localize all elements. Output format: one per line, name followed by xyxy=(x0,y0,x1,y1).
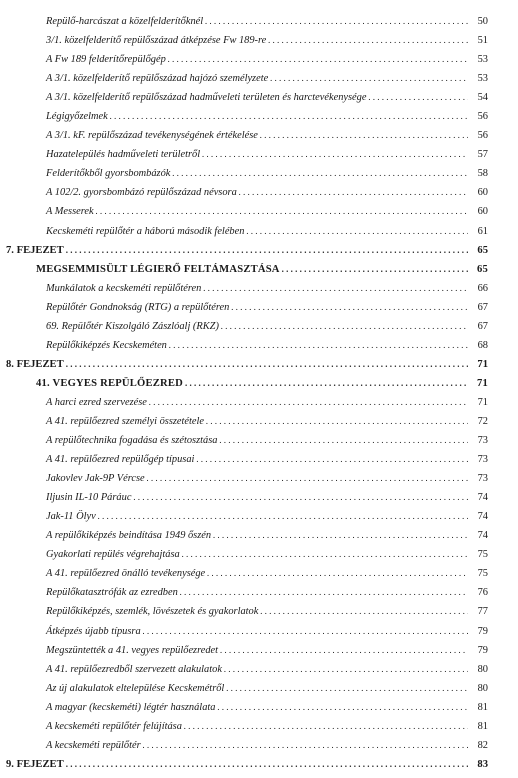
toc-page-number: 79 xyxy=(477,644,488,656)
toc-page-number: 79 xyxy=(477,625,488,637)
toc-entry-row xyxy=(0,302,518,321)
toc-entry-title: Az új alakulatok eltelepülése Kecskemétről xyxy=(46,682,225,694)
toc-entry-row xyxy=(0,435,518,454)
toc-entry-title: Gyakorlati repülés végrehajtása xyxy=(46,549,180,561)
dot-leader xyxy=(220,645,468,656)
toc-page-number: 74 xyxy=(477,492,488,504)
dot-leader xyxy=(147,473,468,484)
toc-entry-title: Repülőkiképzés Kecskeméten xyxy=(46,339,167,351)
toc-page-number: 81 xyxy=(477,720,488,732)
toc-entry-row xyxy=(0,226,518,245)
dot-leader xyxy=(133,492,468,503)
dot-leader xyxy=(260,130,468,141)
dot-leader xyxy=(270,73,468,84)
toc-page-number: 74 xyxy=(477,530,488,542)
toc-section-title: MEGSEMMISÜLT LÉGIERŐ FELTÁMASZTÁSA xyxy=(36,263,280,275)
toc-entry-row xyxy=(0,149,518,168)
toc-page-number: 74 xyxy=(477,511,488,523)
toc-entry-row xyxy=(0,35,518,54)
dot-leader xyxy=(207,568,468,579)
toc-entry-row xyxy=(0,321,518,340)
toc-entry-title: A magyar (kecskeméti) légtér használata xyxy=(46,701,216,713)
toc-page-number: 73 xyxy=(477,454,488,466)
toc-page-number: 58 xyxy=(477,168,488,180)
toc-entry-title: A 3/1. közelfelderítő repülőszázad hadműveleti területen és harctevékenysége xyxy=(46,92,367,104)
toc-entry-title: 69. Repülőtér Kiszolgáló Zászlóalj (RKZ) xyxy=(46,320,219,332)
toc-entry-row xyxy=(0,492,518,511)
dot-leader xyxy=(182,549,468,560)
toc-entry-row xyxy=(0,664,518,683)
toc-entry-title: A 41. repülőezred személyi összetétele xyxy=(46,415,205,427)
toc-entry-row xyxy=(0,168,518,187)
toc-entry-row xyxy=(0,683,518,702)
toc-entry-title: Munkálatok a kecskeméti repülőtéren xyxy=(46,282,202,294)
toc-entry-row xyxy=(0,340,518,359)
toc-entry-title: A repülőtechnika fogadása és szétosztása xyxy=(46,435,218,447)
toc-page-number: 76 xyxy=(477,587,488,599)
toc-entry-title: A 41. repülőezredből szervezett alakulatok xyxy=(46,663,222,675)
dot-leader xyxy=(231,302,468,313)
dot-leader xyxy=(169,340,468,351)
toc-entry-title: A 41. repülőezred repülőgép típusai xyxy=(46,454,195,466)
toc-entry-title: A repülőkiképzés beindítása 1949 őszén xyxy=(46,530,212,542)
dot-leader xyxy=(66,359,468,370)
toc-entry-row xyxy=(0,283,518,302)
toc-entry-row xyxy=(0,721,518,740)
toc-page-number: 67 xyxy=(477,301,488,313)
toc-entry-row xyxy=(0,206,518,225)
dot-leader xyxy=(143,740,468,751)
dot-leader xyxy=(172,168,468,179)
toc-entry-row xyxy=(0,702,518,721)
toc-page-number: 71 xyxy=(477,377,488,389)
toc-section-title: 41. VEGYES REPÜLŐEZRED xyxy=(36,377,183,389)
toc-entry-row xyxy=(0,454,518,473)
toc-page-number: 82 xyxy=(477,739,488,751)
toc-page-number: 83 xyxy=(477,758,488,770)
toc-chapter-row xyxy=(0,359,518,378)
toc-page-number: 71 xyxy=(477,396,488,408)
toc-entry-title: Repülőtér Gondnokság (RTG) a repülőtéren xyxy=(46,301,230,313)
dot-leader xyxy=(196,454,468,465)
toc-page-number: 71 xyxy=(477,358,488,370)
toc-entry-title: A harci ezred szervezése xyxy=(46,396,147,408)
toc-entry-row xyxy=(0,130,518,149)
toc-entry-title: Iljusin IL-10 Páráuc xyxy=(46,492,132,504)
toc-entry-row xyxy=(0,568,518,587)
toc-page-number: 73 xyxy=(477,435,488,447)
toc-section-row xyxy=(0,378,518,397)
dot-leader xyxy=(246,226,468,237)
toc-entry-title: Hazatelepülés hadműveleti területről xyxy=(46,149,201,161)
dot-leader xyxy=(226,683,468,694)
toc-entry-title: A kecskeméti repülőtér felújítása xyxy=(46,720,182,732)
toc-page-number: 80 xyxy=(477,663,488,675)
dot-leader xyxy=(221,321,468,332)
toc-entry-title: 3/1. közelfelderítő repülőszázad átképzése Fw 189-re xyxy=(46,35,267,47)
toc-page-number: 73 xyxy=(477,473,488,485)
toc-page-number: 72 xyxy=(477,415,488,427)
dot-leader xyxy=(168,54,468,65)
dot-leader xyxy=(213,530,468,541)
toc-entry-title: Jak-11 Ölyv xyxy=(46,511,96,523)
toc-entry-title: Kecskeméti repülőtér a háború második felében xyxy=(46,225,245,237)
toc-entry-title: A 3/1. közelfelderítő repülőszázad hajózó személyzete xyxy=(46,73,269,85)
toc-entry-row xyxy=(0,473,518,492)
toc-entry-title: Repülőkiképzés, szemlék, lövészetek és gyakorlatok xyxy=(46,606,259,618)
toc-page-number: 53 xyxy=(477,73,488,85)
toc-page-number: 56 xyxy=(477,111,488,123)
dot-leader xyxy=(184,721,468,732)
toc-page-number: 81 xyxy=(477,701,488,713)
dot-leader xyxy=(66,759,468,770)
dot-leader xyxy=(202,149,468,160)
toc-entry-row xyxy=(0,187,518,206)
toc-entry-title: A Fw 189 felderítőrepülőgép xyxy=(46,54,166,66)
dot-leader xyxy=(239,187,468,198)
toc-entry-title: Légigyőzelmek xyxy=(46,111,108,123)
toc-page-number: 65 xyxy=(477,244,488,256)
toc-page-number: 54 xyxy=(477,92,488,104)
toc-entry-row xyxy=(0,416,518,435)
toc-entry-title: A kecskeméti repülőtér xyxy=(46,739,141,751)
toc-entry-row xyxy=(0,92,518,111)
toc-entry-row xyxy=(0,740,518,759)
toc-entry-title: A Messerek xyxy=(46,206,94,218)
toc-list xyxy=(0,16,518,778)
toc-entry-title: A 3/1. kF. repülőszázad tevékenységének értékelése xyxy=(46,130,258,142)
toc-page-number: 61 xyxy=(477,225,488,237)
toc-entry-title: Repülő-harcászat a közelfelderítőknél xyxy=(46,16,204,27)
toc-page-number: 75 xyxy=(477,568,488,580)
dot-leader xyxy=(206,416,468,427)
toc-entry-title: Repülőkatasztrófák az ezredben xyxy=(46,587,178,599)
toc-entry-row xyxy=(0,530,518,549)
toc-page-number: 67 xyxy=(477,320,488,332)
dot-leader xyxy=(217,702,468,713)
toc-entry-row xyxy=(0,16,518,35)
toc-chapter-title: 7. FEJEZET xyxy=(6,244,64,256)
dot-leader xyxy=(98,511,468,522)
dot-leader xyxy=(180,587,468,598)
toc-page-number: 77 xyxy=(477,606,488,618)
toc-entry-row xyxy=(0,606,518,625)
toc-entry-row xyxy=(0,111,518,130)
dot-leader xyxy=(219,435,468,446)
toc-page-number: 66 xyxy=(477,282,488,294)
toc-page-number: 50 xyxy=(477,16,488,27)
toc-chapter-row xyxy=(0,245,518,264)
toc-page-number: 60 xyxy=(477,187,488,199)
toc-entry-title: Felderítőkből gyorsbombázók xyxy=(46,168,171,180)
toc-entry-row xyxy=(0,549,518,568)
dot-leader xyxy=(149,397,468,408)
dot-leader xyxy=(185,378,468,389)
toc-page-number: 65 xyxy=(477,263,488,275)
dot-leader xyxy=(110,111,468,122)
toc-entry-title: Jakovlev Jak-9P Vércse xyxy=(46,473,145,485)
toc-page-number: 75 xyxy=(477,549,488,561)
toc-section-row xyxy=(0,264,518,283)
toc-chapter-row xyxy=(0,759,518,778)
dot-leader xyxy=(203,283,468,294)
toc-page-number: 56 xyxy=(477,130,488,142)
toc-entry-row xyxy=(0,587,518,606)
toc-chapter-title: 9. FEJEZET xyxy=(6,758,64,770)
toc-entry-title: Megszüntették a 41. vegyes repülőezredet xyxy=(46,644,219,656)
dot-leader xyxy=(224,664,468,675)
dot-leader xyxy=(260,606,468,617)
toc-page-number: 60 xyxy=(477,206,488,218)
toc-page-number: 51 xyxy=(477,35,488,47)
dot-leader xyxy=(368,92,468,103)
toc-page-number: 68 xyxy=(477,339,488,351)
toc-chapter-title: 8. FEJEZET xyxy=(6,358,64,370)
dot-leader xyxy=(205,16,468,27)
toc-entry-row xyxy=(0,54,518,73)
toc-page-number: 57 xyxy=(477,149,488,161)
toc-entry-row xyxy=(0,511,518,530)
toc-page-number: 53 xyxy=(477,54,488,66)
dot-leader xyxy=(66,245,468,256)
toc-entry-title: A 41. repülőezred önálló tevékenysége xyxy=(46,568,206,580)
dot-leader xyxy=(96,206,468,217)
toc-page-number: 80 xyxy=(477,682,488,694)
dot-leader xyxy=(282,264,468,275)
dot-leader xyxy=(268,35,468,46)
dot-leader xyxy=(143,626,468,637)
toc-entry-title: Átképzés újabb típusra xyxy=(46,625,141,637)
toc-entry-row xyxy=(0,626,518,645)
toc-entry-row xyxy=(0,397,518,416)
toc-entry-row xyxy=(0,645,518,664)
toc-entry-row xyxy=(0,73,518,92)
toc-entry-title: A 102/2. gyorsbombázó repülőszázad névsora xyxy=(46,187,237,199)
